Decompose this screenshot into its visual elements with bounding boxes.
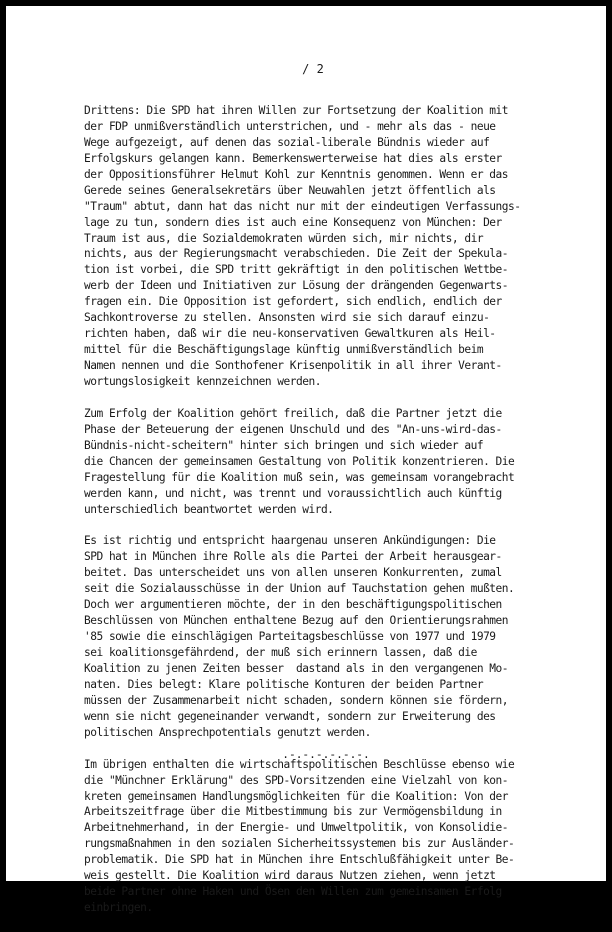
text-line: Es ist richtig und entspricht haargenau unseren Ankündigungen: Die — [84, 534, 496, 548]
text-line: richten haben, daß wir die neu-konservativen Gewaltkuren als Heil- — [84, 327, 496, 341]
text-line: SPD hat in München ihre Rolle als die Partei der Arbeit herausgear- — [84, 550, 502, 564]
text-line: "Traum" abtut, dann hat das nicht nur mit der eindeutigen Verfassungs- — [84, 199, 521, 213]
text-line: kreten gemeinsamen Handlungsmöglichkeiten für die Koalition: Von der — [84, 789, 509, 803]
text-line: Sachkontroverse zu stellen. Ansonsten wird sie sich darauf einzu- — [84, 311, 490, 325]
text-line: wenn sie nicht gegeneinander verwandt, sondern zur Erweiterung des — [84, 709, 496, 723]
text-line: Beschlüssen von München enthaltene Bezug auf den Orientierungsrahmen — [84, 614, 509, 628]
text-line: Traum ist aus, die Sozialdemokraten würden sich, mir nichts, dir — [84, 231, 484, 245]
text-line: Arbeitnehmerhand, in der Energie- und Umweltpolitik, von Konsolidie- — [84, 821, 509, 835]
text-line: Arbeitszeitfrage über die Mitbestimmung bis zur Vermögensbildung in — [84, 805, 502, 819]
text-line: rungsmaßnahmen in den sozialen Sicherheitssystemen bis zur Ausländer- — [84, 837, 515, 851]
text-line: beitet. Das unterscheidet uns von allen unseren Konkurrenten, zumal — [84, 566, 502, 580]
text-line: unterschiedlich beantwortet werden wird. — [84, 502, 334, 516]
page-number: / 2 — [302, 62, 324, 76]
text-line: tion ist vorbei, die SPD tritt gekräftigt in den politischen Wettbe- — [84, 263, 509, 277]
text-line: beide Partner ohne Haken und Ösen den Willen zum gemeinsamen Erfolg — [84, 885, 502, 899]
text-line: Namen nennen und die Sonthofener Krisenpolitik in all ihrer Verant- — [84, 359, 502, 372]
text-line: die "Münchner Erklärung" des SPD-Vorsitzenden eine Vielzahl von kon- — [84, 773, 509, 787]
paragraph — [84, 406, 584, 518]
text-line: seit die Sozialausschüsse in der Union auf Tauchstation gehen mußten. — [84, 582, 515, 596]
paragraph — [84, 533, 584, 740]
text-line: nichts, aus der Regierungsmacht verabschieden. Die Zeit der Spekula- — [84, 247, 509, 261]
text-line: die Chancen der gemeinsamen Gestaltung von Politik konzentrieren. Die — [84, 454, 515, 468]
document-body — [84, 103, 584, 932]
paragraph — [84, 757, 584, 916]
text-line: Fragestellung für die Koalition muß sein, was gemeinsam vorangebracht — [84, 470, 515, 484]
text-line: Doch wer argumentieren möchte, der in den beschäftigungspolitischen — [84, 598, 502, 612]
text-line: Bündnis-nicht-scheitern" hinter sich bringen und sich wieder auf — [84, 438, 484, 452]
text-line: politischen Ansprechpotentials genutzt werden. — [84, 725, 371, 739]
text-line: Gerede seines Generalsekretärs über Neuwahlen jetzt öffentlich als — [84, 183, 496, 197]
text-line: Phase der Beteuerung der eigenen Unschuld und des "An-uns-wird-das- — [84, 422, 502, 436]
text-line: wortungslosigkeit kennzeichnen werden. — [84, 374, 321, 388]
text-line: '85 sowie die einschlägigen Parteitagsbeschlüsse von 1977 und 1979 — [84, 630, 496, 644]
text-line: mittel für die Beschäftigungslage künftig unmißverständlich beim — [84, 343, 484, 357]
text-line: sei koalitionsgefährdend, der muß sich erinnern lassen, daß die — [84, 646, 477, 659]
text-line: fragen ein. Die Opposition ist gefordert, sich endlich, endlich der — [84, 295, 502, 309]
text-line: Koalition zu jenen Zeiten besser dastand als in den vergangenen Mo- — [84, 661, 509, 675]
text-line: lage zu tun, sondern dies ist auch eine Konsequenz von München: Der — [84, 215, 502, 229]
text-line: Drittens: Die SPD hat ihren Willen zur Fortsetzung der Koalition mit — [84, 104, 509, 117]
document-page — [6, 6, 606, 915]
paragraph — [84, 103, 584, 390]
text-line: Zum Erfolg der Koalition gehört freilich, daß die Partner jetzt die — [84, 406, 502, 420]
text-line: Wege aufgezeigt, auf denen das sozial-liberale Bündnis wieder auf — [84, 135, 490, 149]
text-line: problematik. Die SPD hat in München ihre Entschlußfähigkeit unter Be- — [84, 853, 515, 867]
text-line: Erfolgskurs gelangen kann. Bemerkenswerterweise hat dies als erster — [84, 151, 502, 165]
end-mark: .-.-.-.-.-.-. — [282, 748, 370, 761]
text-line: der FDP unmißverständlich unterstrichen, und - mehr als das - neue — [84, 119, 496, 133]
text-line: Im übrigen enthalten die wirtschaftspolitischen Beschlüsse ebenso wie — [84, 757, 515, 771]
text-line: einbringen. — [84, 901, 153, 915]
text-line: der Oppositionsführer Helmut Kohl zur Kenntnis genommen. Wenn er das — [84, 167, 509, 181]
text-line: weis gestellt. Die Koalition wird daraus Nutzen ziehen, wenn jetzt — [84, 869, 496, 883]
text-line: werden kann, und nicht, was trennt und voraussichtlich auch künftig — [84, 486, 502, 500]
text-line: naten. Dies belegt: Klare politische Konturen der beiden Partner — [84, 677, 484, 691]
text-line: werb der Ideen und Initiativen zur Lösung der drängenden Gegenwarts- — [84, 279, 509, 293]
text-line: müssen der Zusammenarbeit nicht schaden, sondern können sie fördern, — [84, 693, 509, 707]
